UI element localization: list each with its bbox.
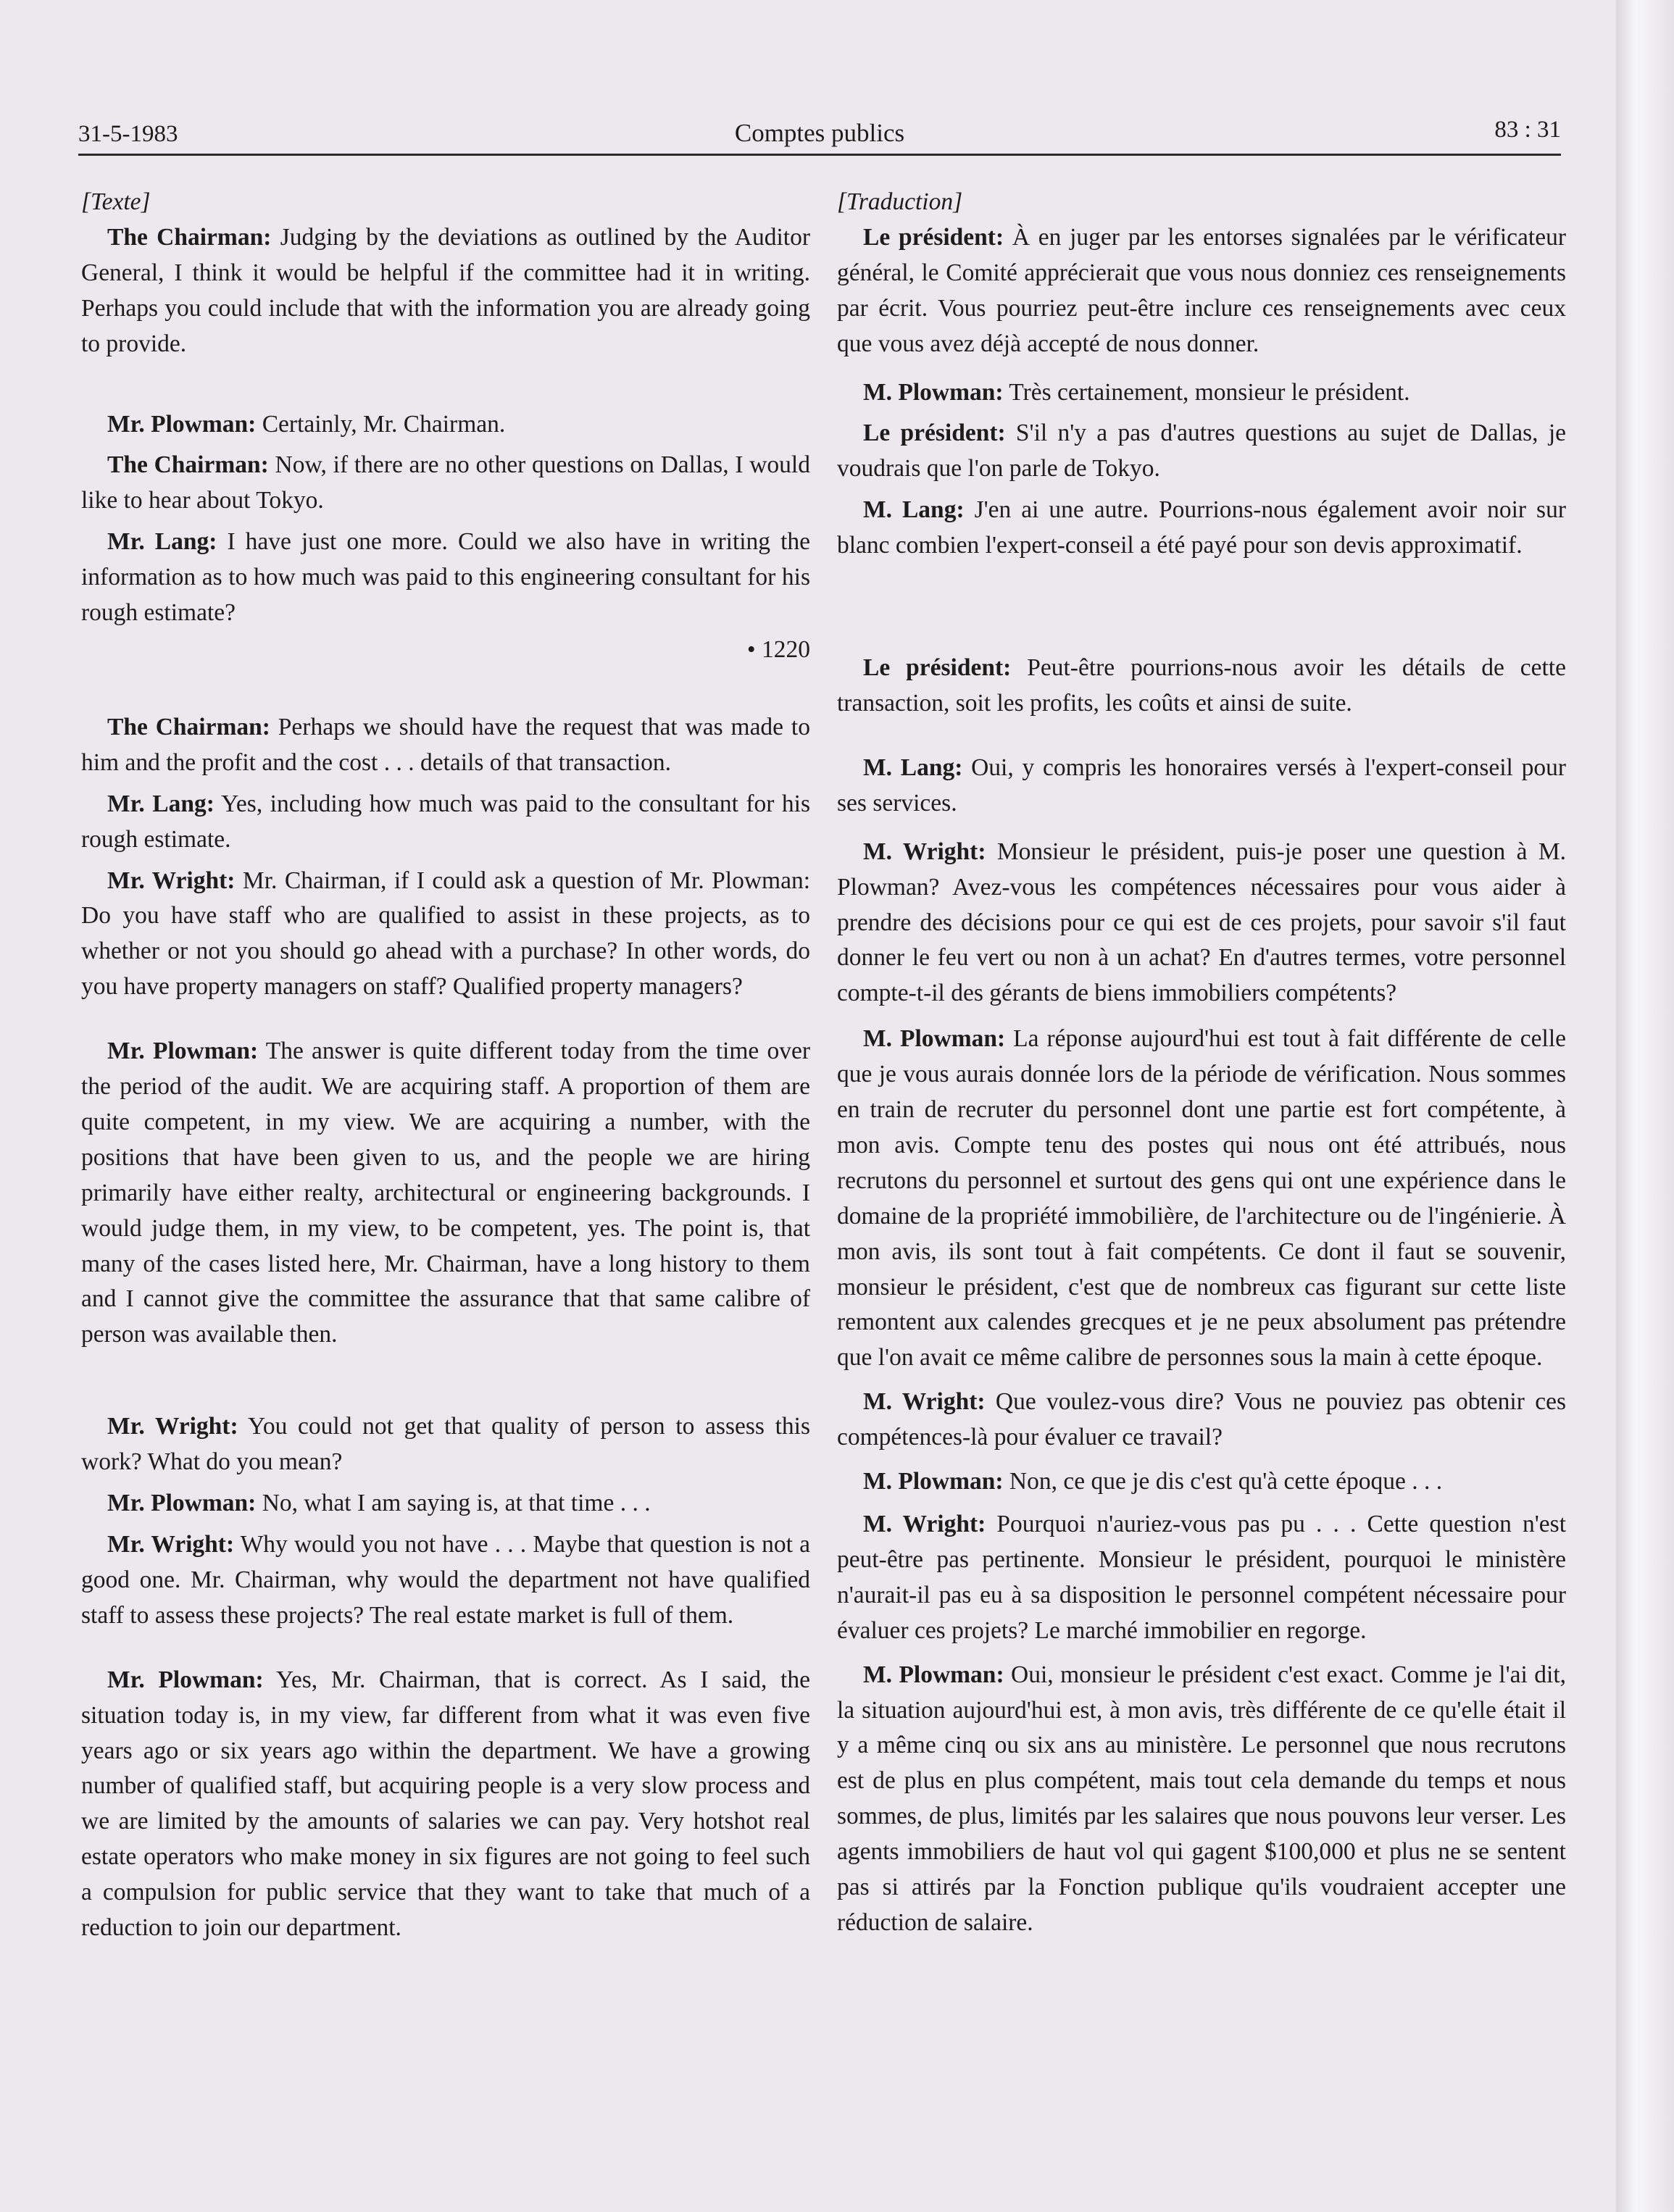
paragraph — [837, 751, 1566, 822]
speaker: Mr. Plowman: — [107, 1038, 259, 1065]
speaker: The Chairman: — [107, 223, 272, 251]
speaker: M. Wright: — [863, 1511, 986, 1537]
paragraph — [81, 787, 810, 858]
paragraph — [81, 864, 810, 1006]
speaker: Mr. Lang: — [107, 528, 217, 556]
speech: Yes, Mr. Chairman, that is correct. As I said, the situation today is, in my view, far different from what it was even five years ago or six years ago within the department. We have a growing number of qualified staff, but acquiring people is a very slow process and we are limited by the amounts of salaries we can pay. Very hotshot real estate operators who make money in six figures are not going to feel such a compulsion for public service that they want to take that much of a reduction to join our department. — [81, 1666, 810, 1942]
speaker: Le président: — [863, 420, 1006, 447]
language-label-french: [Traduction] — [837, 188, 963, 215]
paragraph — [81, 710, 810, 781]
speech: I have just one more. Could we also have in writing the information as to how much was paid to this engineering consultant for his rough estimate? — [81, 528, 811, 627]
speech: À en juger par les entorses signalées par le vérificateur général, le Comité apprécierait que vous nous donniez ces renseignements par écrit. Vous pourriez peut-être inclure ces renseignements avec ceux que vous avez déjà accepté de nous donner. — [837, 223, 1566, 357]
speech: Mr. Chairman, if I could ask a question of Mr. Plowman: Do you have staff who are qualified to assist in these projects, as to whether or not you should go ahead with a purchase? In other words, do you have property managers on staff? Qualified property managers? — [81, 867, 810, 1001]
paragraph — [837, 493, 1566, 564]
speaker: Mr. Lang: — [107, 790, 215, 817]
speaker: M. Plowman: — [863, 1025, 1006, 1053]
paragraph — [837, 1464, 1566, 1500]
speaker: Le président: — [863, 654, 1012, 682]
paragraph — [81, 1486, 810, 1522]
paragraph — [837, 416, 1566, 487]
speaker: M. Plowman: — [863, 1661, 1004, 1688]
speech: No, what I am saying is, at that time . . . — [256, 1490, 651, 1517]
speech: Peut-être pourrions-nous avoir les détails de cette transaction, soit les profits, les coûts et ainsi de suite. — [837, 654, 1566, 717]
speaker: The Chairman: — [107, 451, 269, 479]
speaker: Mr. Wright: — [107, 1531, 235, 1558]
running-header — [78, 109, 1561, 156]
paragraph — [837, 1022, 1566, 1376]
speech: Yes, including how much was paid to the consultant for his rough estimate. — [81, 790, 810, 853]
paragraph — [837, 1385, 1566, 1456]
speaker: M. Wright: — [863, 1388, 986, 1416]
speaker: M. Lang: — [863, 496, 965, 524]
speech: Perhaps we should have the request that was made to him and the profit and the cost . . . details of that transaction. — [81, 713, 810, 776]
speaker: M. Plowman: — [863, 378, 1004, 406]
speech: J'en ai une autre. Pourrions-nous également avoir noir sur blanc combien l'expert-conseil a été payé pour son devis approximatif. — [837, 496, 1566, 559]
timestamp: • 1220 — [746, 635, 810, 663]
speech: S'il n'y a pas d'autres questions au sujet de Dallas, je voudrais que l'on parle de Tokyo. — [837, 420, 1566, 483]
speech: Why would you not have . . . Maybe that question is not a good one. Mr. Chairman, why would the department not have qualified staff to assess these projects? The real estate market is full of them. — [81, 1531, 810, 1629]
speech: Oui, monsieur le président c'est exact. Comme je l'ai dit, la situation aujourd'hui est, à mon avis, très différente de ce qu'elle était il y a même cinq ou six ans au ministère. Le personnel que nous recrutons est de plus en plus compétent, mais tout cela demande du temps et nous sommes, de plus, limités par les salaires que nous pouvons leur verser. Les agents immobiliers de haut vol qui gagent $100,000 et plus ne se sentent pas si attirés par la Fonction publique qu'ils voudraient accepter une réduction de salaire. — [837, 1661, 1566, 1936]
header-date: 31-5-1983 — [78, 121, 178, 147]
speaker: M. Plowman: — [863, 1468, 1004, 1495]
speech: Pourquoi n'auriez-vous pas pu . . . Cette question n'est peut-être pas pertinente. Monsieur le président, pourquoi le ministère n'aurait-il pas eu à sa disposition le personnel compétent nécessaire pour évaluer ces projets? Le marché immobilier en regorge. — [837, 1511, 1567, 1644]
speech: La réponse aujourd'hui est tout à fait différente de celle que je vous aurais donnée lors de la période de vérification. Nous sommes en train de recruter du personnel dont une partie est fort compétente, à mon avis. Compte tenu des postes qui nous ont été attribués, nous recrutons du personnel et surtout des gens qui ont une expérience dans le domaine de la propriété immobilière, de l'architecture ou de l'ingénierie. À mon avis, ils sont tout à fait compétents. Ce dont il faut se souvenir, monsieur le président, c'est que de nombreux cas figurant sur cette liste remontent aux calendes grecques et je ne peux absolument pas prétendre que l'on avait ce même calibre de personnes sous la main à cette époque. — [837, 1025, 1566, 1372]
paragraph — [81, 1034, 810, 1353]
speaker: M. Wright: — [863, 838, 986, 865]
speech: You could not get that quality of person to assess this work? What do you mean? — [81, 1413, 810, 1476]
speech: Certainly, Mr. Chairman. — [256, 410, 506, 438]
speaker: Le président: — [863, 223, 1004, 251]
paragraph — [81, 1527, 810, 1634]
page-binding-edge — [1616, 0, 1674, 2212]
speech: Monsieur le président, puis-je poser une question à M. Plowman? Avez-vous les compétences nécessaires pour vous aider à prendre des décisions pour ce qui est de ces projets, pour savoir s'il faut donner le feu vert ou non à un achat? En d'autres termes, votre personnel compte-t-il des gérants de biens immobiliers compétents? — [837, 838, 1566, 1007]
speech: Que voulez-vous dire? Vous ne pouviez pas obtenir ces compétences-là pour évaluer ce travail? — [837, 1388, 1566, 1451]
speaker: Mr. Plowman: — [107, 410, 257, 438]
speech: Oui, y compris les honoraires versés à l'expert-conseil pour ses services. — [837, 754, 1567, 817]
paragraph — [837, 220, 1566, 362]
speech: Judging by the deviations as outlined by the Auditor General, I think it would be helpful if the committee had it in writing. Perhaps you could include that with the information you are already going to provide. — [81, 223, 810, 357]
paragraph — [837, 375, 1566, 411]
header-page-number: 83 : 31 — [1494, 117, 1561, 143]
paragraph — [837, 651, 1566, 722]
speaker: The Chairman: — [107, 713, 270, 740]
french-column — [837, 185, 1566, 1941]
paragraph — [837, 835, 1566, 1012]
speaker: Mr. Plowman: — [107, 1666, 264, 1693]
header-title: Comptes publics — [734, 119, 905, 147]
speaker: Mr. Wright: — [107, 1413, 238, 1440]
speech: Now, if there are no other questions on Dallas, I would like to hear about Tokyo. — [81, 451, 810, 514]
paragraph — [81, 220, 810, 362]
speaker: Mr. Wright: — [107, 867, 236, 894]
speech: Non, ce que je dis c'est qu'à cette époque . . . — [1003, 1468, 1443, 1495]
speaker: Mr. Plowman: — [107, 1490, 257, 1517]
speech: The answer is quite different today from the time over the period of the audit. We are acquiring staff. A proportion of them are quite competent, in my view. We are acquiring a number, with the positions that have been given to us, and the people we are hiring primarily have either realty, architectural or engineering backgrounds. I would judge them, in my view, to be competent, yes. The point is, that many of the cases listed here, Mr. Chairman, have a long history to them and I cannot give the committee the assurance that that same calibre of person was available then. — [81, 1038, 810, 1348]
language-label-english: [Texte] — [81, 188, 151, 215]
english-column — [81, 185, 810, 1946]
paragraph — [81, 1409, 810, 1480]
speech: Très certainement, monsieur le président. — [1003, 378, 1410, 406]
paragraph — [837, 1507, 1566, 1649]
speaker: M. Lang: — [863, 754, 963, 781]
paragraph — [81, 525, 810, 631]
paragraph — [81, 1663, 810, 1946]
paragraph — [837, 1658, 1566, 1941]
paragraph — [81, 448, 810, 519]
paragraph — [81, 407, 810, 443]
